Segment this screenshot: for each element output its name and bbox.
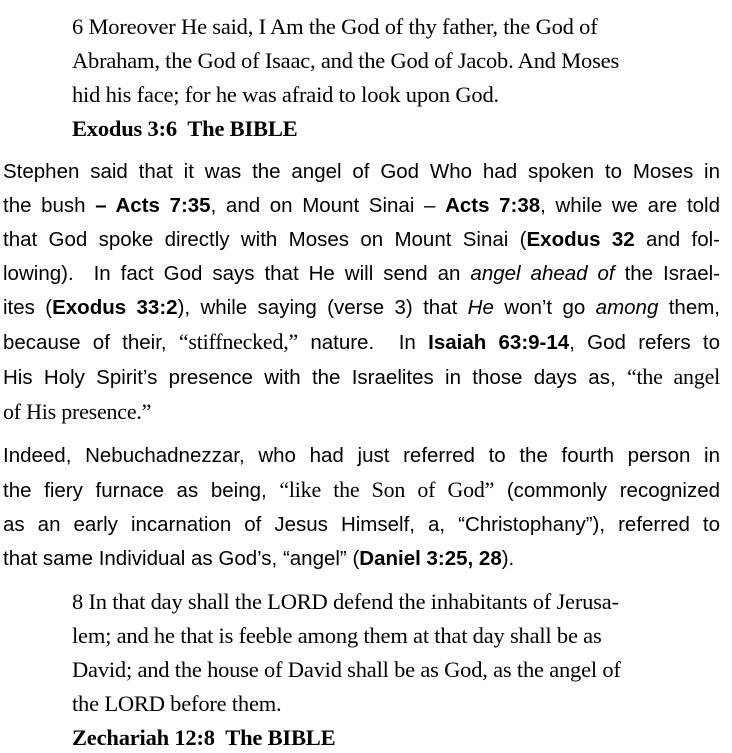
text-run: Exodus 3:6 The BIBLE: [72, 116, 298, 141]
text-line: [3, 155, 720, 189]
text-run: “the angel: [626, 364, 721, 389]
text-line: [3, 508, 720, 542]
text-line: [72, 112, 694, 146]
text-run: the LORD before them.: [72, 691, 282, 716]
text-line: [3, 223, 720, 257]
text-run: , and on Mount Sinai –: [210, 194, 446, 217]
text-line: [72, 721, 694, 753]
text-run: among: [595, 296, 659, 319]
text-run: Exodus 32: [526, 228, 635, 251]
text-run: 6 Moreover He said, I Am the God of thy father, the God of: [72, 14, 598, 39]
text-run: “like the Son of God”: [279, 477, 495, 502]
text-run: of His presence.”: [3, 399, 152, 424]
text-run: Zechariah 12:8 The BIBLE: [72, 725, 336, 750]
text-run: “stiffnecked,”: [178, 329, 299, 354]
text-run: the bush: [3, 194, 96, 217]
text-run: Acts 7:38: [445, 194, 541, 217]
text-line: [72, 619, 694, 653]
text-line: [72, 10, 694, 44]
text-run: nature. In: [298, 331, 429, 354]
text-run: Exodus 33:2: [52, 296, 178, 319]
text-run: David; and the house of David shall be as God, as the angel of: [72, 657, 621, 682]
text-run: Indeed, Nebuchadnezzar, who had just referred to the fourth person in: [3, 444, 720, 467]
text-line: [3, 360, 720, 395]
text-run: Stephen said that it was the angel of God Who had spoken to Moses in: [3, 160, 720, 183]
text-line: [72, 653, 694, 687]
body-paragraph-nebuchadnezzar: [3, 439, 720, 576]
text-run: Abraham, the God of Isaac, and the God of Jacob. And Moses: [72, 48, 620, 73]
text-run: the Israel-: [614, 262, 721, 285]
text-run: (commonly recognized: [494, 479, 721, 502]
text-run: because of their,: [3, 331, 179, 354]
text-run: that same Individual as God’s, “angel” (: [3, 547, 360, 570]
text-line: [72, 585, 694, 619]
scripture-quote-exodus: [72, 10, 694, 146]
text-line: [3, 291, 720, 325]
text-run: the fiery furnace as being,: [3, 479, 280, 502]
text-line: [3, 325, 720, 360]
text-run: He: [467, 296, 494, 319]
text-run: lem; and he that is feeble among them at that day shall be as: [72, 623, 602, 648]
text-line: [3, 189, 720, 223]
text-run: that God spoke directly with Moses on Mount Sinai (: [3, 228, 527, 251]
text-line: [3, 439, 720, 473]
text-run: ites (: [3, 296, 53, 319]
text-line: [3, 542, 720, 576]
text-run: ).: [501, 547, 515, 570]
scripture-quote-zechariah: [72, 585, 694, 753]
text-run: ), while saying (verse 3) that: [177, 296, 468, 319]
text-run: , while we are told: [540, 194, 720, 217]
text-run: and fol-: [634, 228, 720, 251]
text-run: them,: [658, 296, 721, 319]
text-line: [3, 257, 720, 291]
text-run: as an early incarnation of Jesus Himself, a, “Christophany”), referred to: [3, 513, 720, 536]
text-run: , God refers to: [569, 331, 720, 354]
text-run: Daniel 3:25, 28: [359, 547, 502, 570]
text-run: Isaiah 63:9-14: [428, 331, 570, 354]
text-run: – Acts 7:35: [95, 194, 211, 217]
text-line: [3, 395, 720, 430]
text-run: His Holy Spirit’s presence with the Israelites in those days as,: [3, 366, 627, 389]
text-run: won’t go: [493, 296, 596, 319]
text-run: 8 In that day shall the LORD defend the inhabitants of Jerusa-: [72, 589, 619, 614]
text-run: lowing). In fact God says that He will send an: [3, 262, 471, 285]
text-run: angel ahead of: [470, 262, 615, 285]
text-line: [72, 44, 694, 78]
text-line: [72, 687, 694, 721]
body-paragraph-stephen: [3, 155, 720, 430]
text-line: [3, 473, 720, 508]
text-line: [72, 78, 694, 112]
text-run: hid his face; for he was afraid to look upon God.: [72, 82, 499, 107]
